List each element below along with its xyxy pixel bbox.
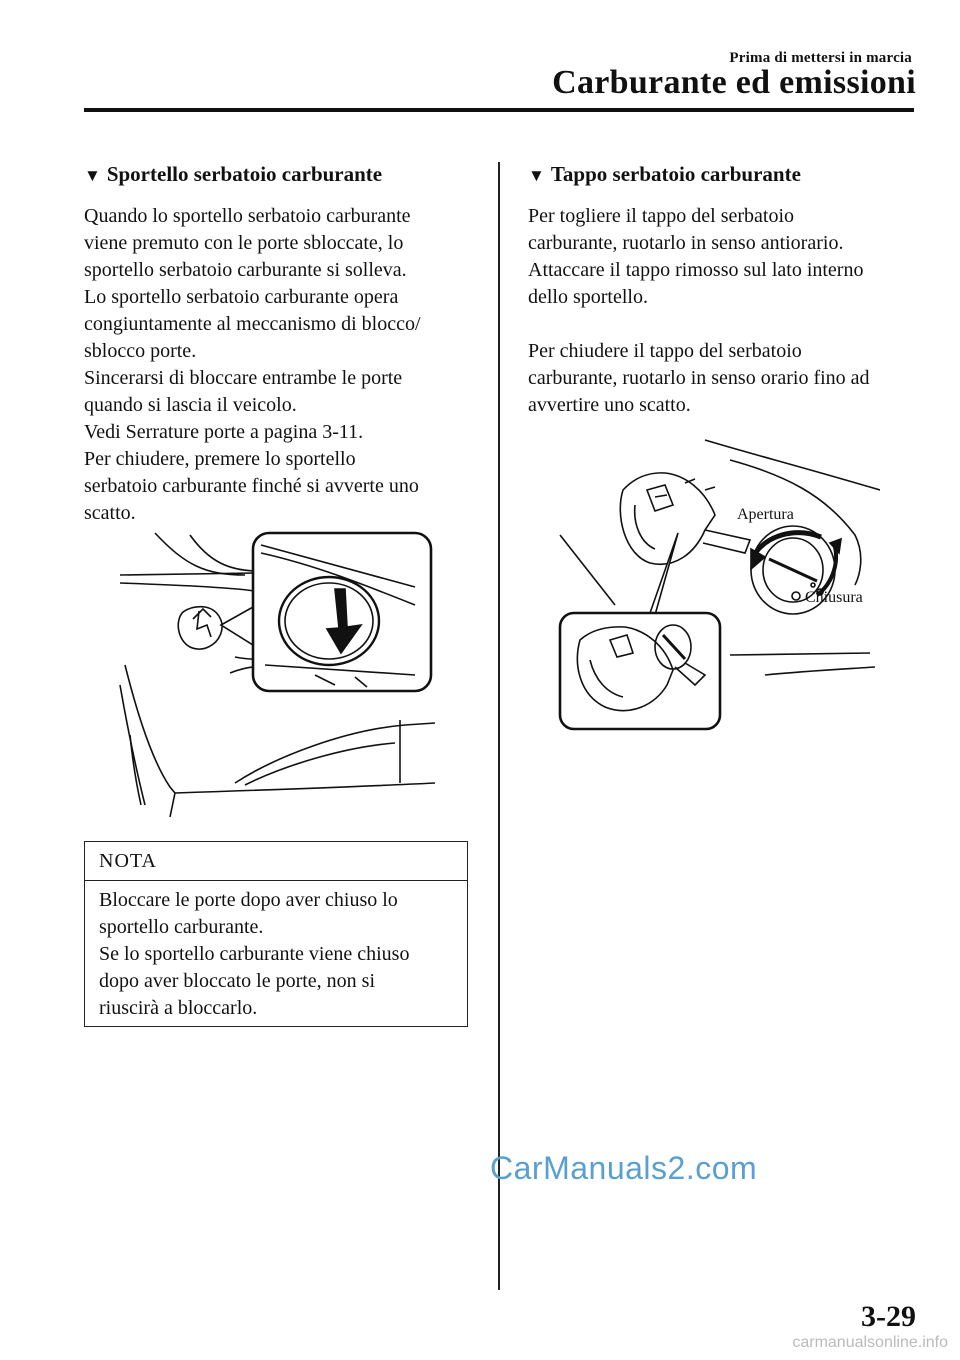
fuel-door-paragraph: Quando lo sportello serbatoio carburante viene premuto con le porte sbloccate, lo sportello serbatoio carburante si solleva. Lo sportello serbatoio carburante opera congiuntamente al meccanismo di blocco/ sblocco porte. Sincerarsi di bloccare entrambe le porte quando si lascia il veicolo. Vedi Serrature porte a pagina 3-11. Per chiudere, premere lo sportello serbatoio carburante finché si avverte uno scatto. bbox=[84, 205, 421, 524]
section-title-fuel-door bbox=[84, 162, 382, 187]
section-title-text: Tappo serbatoio carburante bbox=[550, 162, 801, 186]
figure-label-chiusura: Chiusura bbox=[805, 589, 863, 606]
fuel-cap-paragraph: Per togliere il tappo del serbatoio carburante, ruotarlo in senso antiorario. Attaccare il tappo rimosso sul lato interno dello sportello. Per chiudere il tappo del serbatoio carburante, ruotarlo in senso orario fino ad avvertire uno scatto. bbox=[528, 205, 870, 416]
footer-site-watermark: carmanualsonline.info bbox=[792, 1334, 948, 1351]
column-divider bbox=[498, 162, 500, 1290]
running-header-section: Prima di mettersi in marcia bbox=[729, 50, 912, 66]
fuel-door-illustration bbox=[115, 525, 445, 820]
section-title-text: Sportello serbatoio carburante bbox=[106, 162, 383, 186]
section-marker-icon: ▼ bbox=[528, 166, 545, 185]
fuel-cap-illustration bbox=[555, 435, 880, 735]
header-rule bbox=[84, 108, 914, 112]
running-header-chapter: Carburante ed emissioni bbox=[552, 64, 916, 101]
section-title-fuel-cap bbox=[528, 162, 801, 187]
note-box bbox=[84, 841, 468, 1027]
page-number: 3-29 bbox=[861, 1300, 916, 1333]
note-heading: NOTA bbox=[85, 842, 467, 881]
watermark-logo: CarManuals2.com bbox=[490, 1150, 758, 1186]
figure-label-apertura: Apertura bbox=[737, 506, 794, 523]
section-marker-icon: ▼ bbox=[84, 166, 101, 185]
note-text: Bloccare le porte dopo aver chiuso lo sportello carburante. Se lo sportello carburante viene chiuso dopo aver bloccato le porte, non si riuscirà a bloccarlo. bbox=[99, 889, 410, 1019]
